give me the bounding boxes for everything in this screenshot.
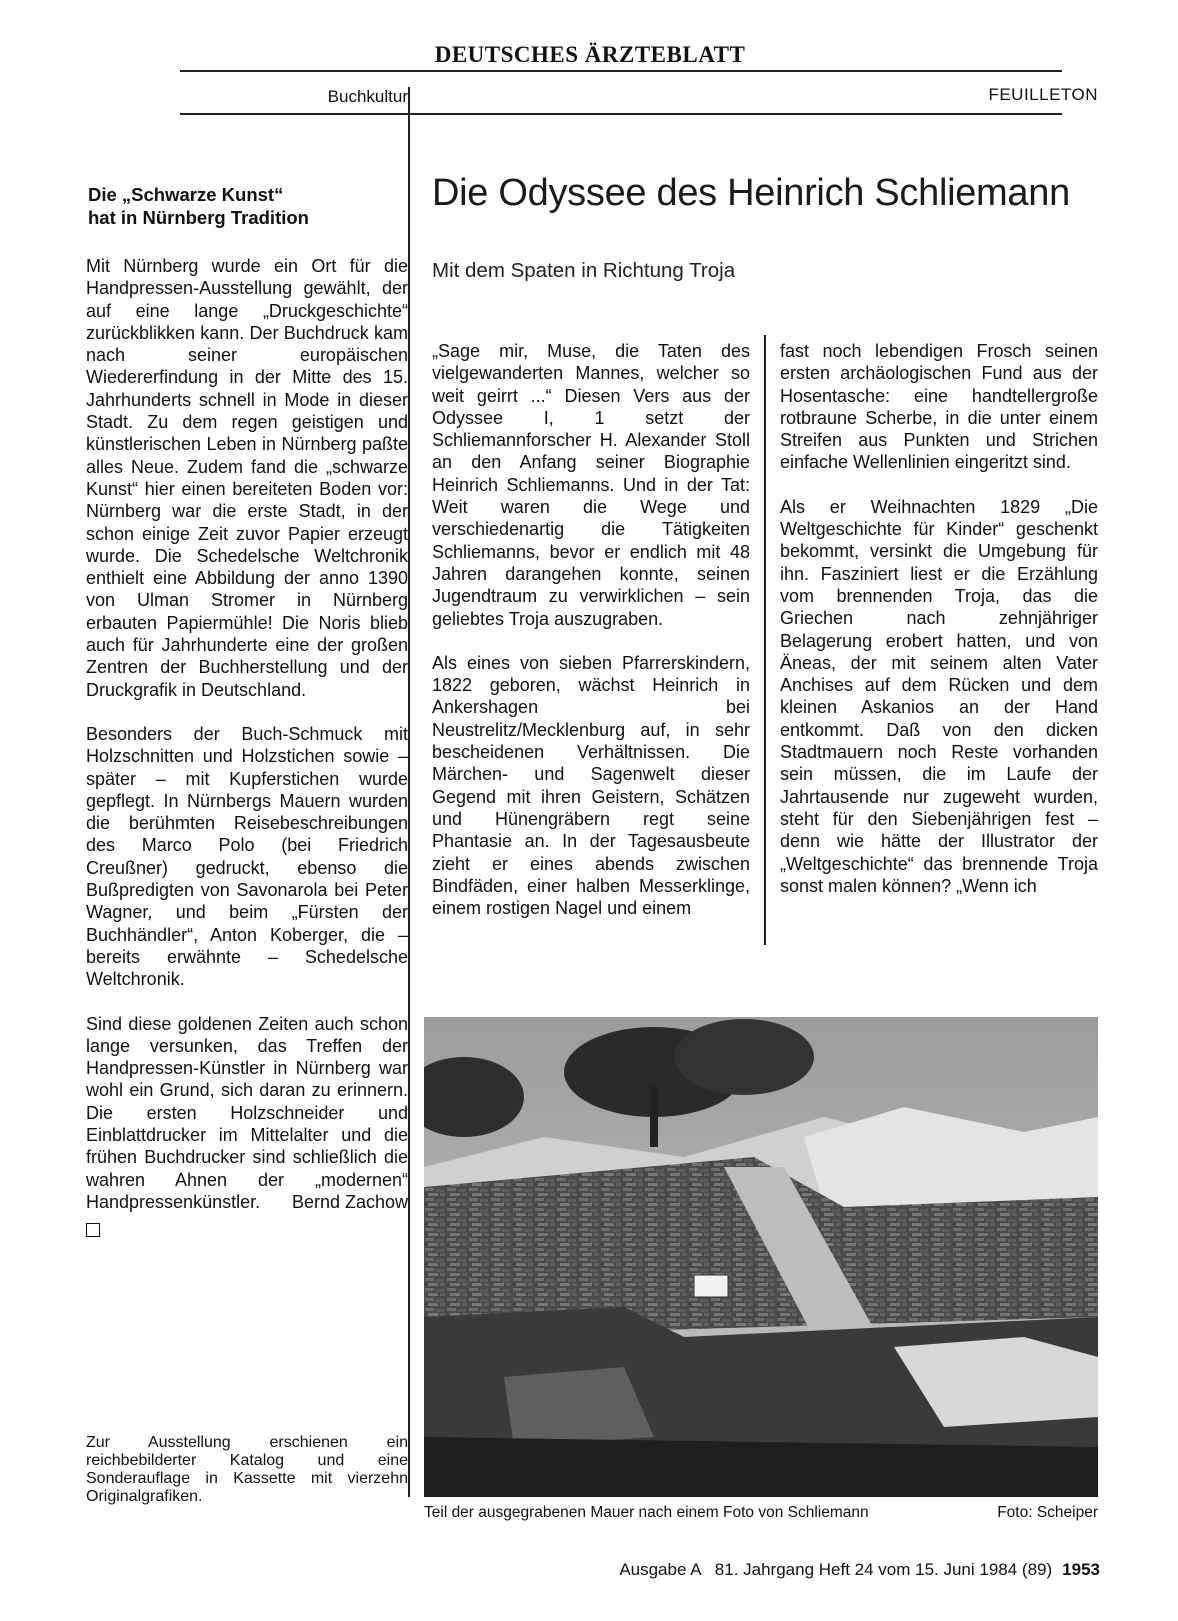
page-footer [520, 1560, 1100, 1580]
photo-credit: Foto: Scheiper [997, 1504, 1098, 1521]
sidebar-title [88, 183, 408, 229]
photo-caption: Teil der ausgegrabenen Mauer nach einem Foto von Schliemann [424, 1504, 869, 1521]
article-subtitle: Mit dem Spaten in Richtung Troja [432, 259, 736, 282]
section-label-left: Buchkultur [327, 87, 408, 106]
article-paragraph: Als er Weihnachten 1829 „Die Weltgeschichte für Kinder“ geschenkt bekommt, versinkt die Umgebung für ihn. Fasziniert liest er die Erzählung vom brennenden Troja, das die Griechen nach zehnjähriger Belagerung erobert hatten, und von Äneas, der mit seinem alten Vater Anchises auf dem Rücken und dem kleinen Askanios an der Hand entkommt. Daß von den dicken Stadtmauern noch Reste vorhanden sein müssen, die im Laufe der Jahrtausende nur zugeweht wurden, steht für den Siebenjährigen fest – denn wie hätte der Illustrator der „Weltgeschichte“ das brennende Troja sonst malen können? „Wenn ich [780, 496, 1098, 896]
sidebar-paragraph-text: Sind diese goldenen Zeiten auch schon lange versunken, das Treffen der Handpressen-Künstler in Nürnberg war wohl ein Grund, sich daran zu erinnern. Die ersten Holzschneider und Einblattdrucker im Mittelalter und die frühen Buchdrucker sind schließlich die wahren Ahnen der „modernen“ Handpressenkünstler. [86, 1013, 408, 1212]
sidebar-paragraph: Mit Nürnberg wurde ein Ort für die Handpressen-Ausstellung gewählt, der auf eine lange „Druckgeschichte“ zurückblikken kann. Der Buchdruck kam nach seiner europäischen Wiedererfindung in der Mitte des 15. Jahrhunderts schnell in Mode in dieser Stadt. Zu dem regen geistigen und künstlerischen Leben in Nürnberg paßte alles Neue. Zudem fand die „schwarze Kunst“ hier einen bereiteten Boden vor: Nürnberg war die erste Stadt, in der schon einige Zeit zuvor Papier erzeugt wurde. Die Schedelsche Weltchronik enthielt eine Abbildung der anno 1390 von Ulman Stromer in Nürnberg erbauten Papiermühle! Die Noris blieb auch für Jahrhunderte eine der großen Zentren der Buchherstellung und der Druckgrafik in Deutschland. [86, 256, 408, 700]
masthead: DEUTSCHES ÄRZTEBLATT [434, 42, 746, 67]
article-column-1 [432, 340, 750, 941]
article-column-2 [780, 340, 1098, 919]
excavation-photo [424, 1017, 1098, 1497]
sidebar-paragraph: Besonders der Buch-Schmuck mit Holzschnitten und Holzstichen sowie – später – mit Kupferstichen wurde gepflegt. In Nürnbergs Mauern wurden die berühmten Reisebeschreibungen des Marco Polo (bei Friedrich Creußner) gedruckt, ebenso die Bußpredigten von Savonarola bei Peter Wagner, und beim „Fürsten der Buchhändler“, Anton Koberger, die – bereits erwähnte – Schedelsche Weltchronik. [86, 723, 408, 990]
column-divider [408, 87, 410, 1497]
article-paragraph: Als eines von sieben Pfarrerskindern, 1822 geboren, wächst Heinrich in Ankershagen bei Neustrelitz/Mecklenburg auf, in sehr bescheidenen Verhältnissen. Die Märchen- und Sagenwelt dieser Gegend mit ihren Geistern, Schätzen und Hünengräbern regt seine Phantasie an. In der Tagesausbeute zieht er eines abends zwischen Bindfäden, einer halben Messerklinge, einem rostigen Nagel und einem [432, 652, 750, 919]
issue-info: Ausgabe A 81. Jahrgang Heft 24 vom 15. Juni 1984 (89) [619, 1560, 1053, 1579]
exhibition-note: Zur Ausstellung erschienen ein reichbebilderter Katalog und eine Sonderauflage in Kassette mit vierzehn Originalgrafiken. [86, 1434, 408, 1505]
end-of-article-mark [86, 1223, 100, 1237]
article-column-divider [764, 335, 766, 945]
excavation-photo-image [424, 1017, 1098, 1497]
section-rule [180, 113, 1062, 115]
author-signature: Bernd Zachow [291, 1191, 408, 1212]
section-label-right: FEUILLETON [988, 85, 1098, 104]
article-title: Die Odyssee des Heinrich Schliemann [432, 172, 1070, 214]
article-paragraph: fast noch lebendigen Frosch seinen ersten archäologischen Fund aus der Hosentasche: eine handtellergroße rotbraune Scherbe, in die unter einem Streifen aus Punkten und Strichen einfache Wellenlinien eingeritzt sind. [780, 341, 1098, 473]
masthead-rule [180, 70, 1062, 72]
sidebar-paragraph [86, 1013, 408, 1214]
page-number: 1953 [1062, 1560, 1100, 1579]
sidebar-title-line: Die „Schwarze Kunst“ [88, 184, 284, 205]
sidebar-title-line: hat in Nürnberg Tradition [88, 207, 309, 228]
sidebar-text [86, 255, 408, 1252]
article-paragraph: „Sage mir, Muse, die Taten des vielgewanderten Mannes, welcher so weit geirrt ...“ Diesen Vers aus der Odyssee I, 1 setzt der Schliemannforscher H. Alexander Stoll an den Anfang seiner Biographie Heinrich Schliemanns. Und in der Tat: Weit waren die Wege und verschiedenartig die Tätigkeiten Schliemanns, bevor er endlich mit 48 Jahren darangehen konnte, seinen Jugendtraum zu verwirklichen – sein geliebtes Troja auszugraben. [432, 341, 750, 629]
